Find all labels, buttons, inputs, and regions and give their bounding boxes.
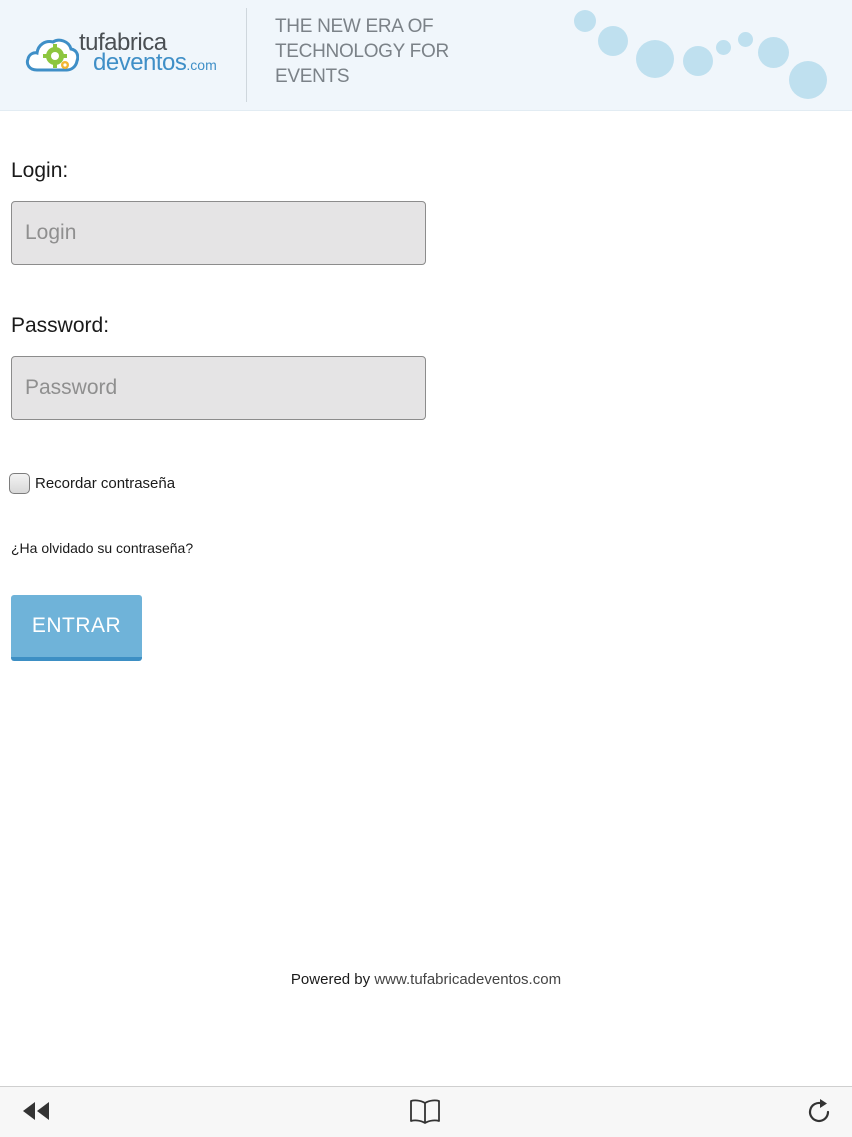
bookmarks-icon[interactable] bbox=[408, 1097, 442, 1125]
bubble bbox=[738, 32, 753, 47]
login-label: Login: bbox=[11, 159, 69, 182]
logo-text-main: deventos bbox=[93, 49, 187, 76]
bubble bbox=[636, 40, 674, 78]
brand-logo[interactable] bbox=[25, 30, 235, 80]
powered-by-site-link[interactable]: www.tufabricadeventos.com bbox=[374, 971, 562, 988]
powered-by-prefix: Powered by bbox=[290, 971, 371, 988]
login-submit-button[interactable]: ENTRAR bbox=[11, 595, 142, 661]
bubble bbox=[598, 26, 628, 56]
logo-text-suffix: .com bbox=[186, 57, 217, 73]
header-tagline: THE NEW ERA OF TECHNOLOGY FOR EVENTS bbox=[275, 16, 449, 87]
bubble bbox=[716, 40, 731, 55]
remember-password-label[interactable]: Recordar contraseña bbox=[35, 475, 176, 492]
logo-text-line1: tufabrica bbox=[79, 29, 167, 56]
cloud-gear-icon bbox=[25, 34, 79, 76]
password-label: Password: bbox=[11, 314, 110, 337]
header-banner bbox=[0, 0, 852, 111]
logo-text-line2 bbox=[93, 50, 217, 78]
login-input[interactable] bbox=[11, 201, 426, 265]
bubble bbox=[758, 37, 789, 68]
forgot-password-link[interactable]: ¿Ha olvidado su contraseña? bbox=[11, 540, 194, 556]
bubble bbox=[574, 10, 596, 32]
reload-icon[interactable] bbox=[806, 1097, 834, 1125]
remember-password-option[interactable] bbox=[9, 473, 175, 494]
remember-password-checkbox[interactable] bbox=[9, 473, 30, 494]
rewind-icon[interactable] bbox=[20, 1097, 52, 1125]
bubble bbox=[683, 46, 713, 76]
powered-by-footer bbox=[0, 971, 852, 988]
header-divider bbox=[246, 8, 247, 102]
password-input[interactable] bbox=[11, 356, 426, 420]
bubble bbox=[789, 61, 827, 99]
bottom-toolbar bbox=[0, 1086, 852, 1137]
